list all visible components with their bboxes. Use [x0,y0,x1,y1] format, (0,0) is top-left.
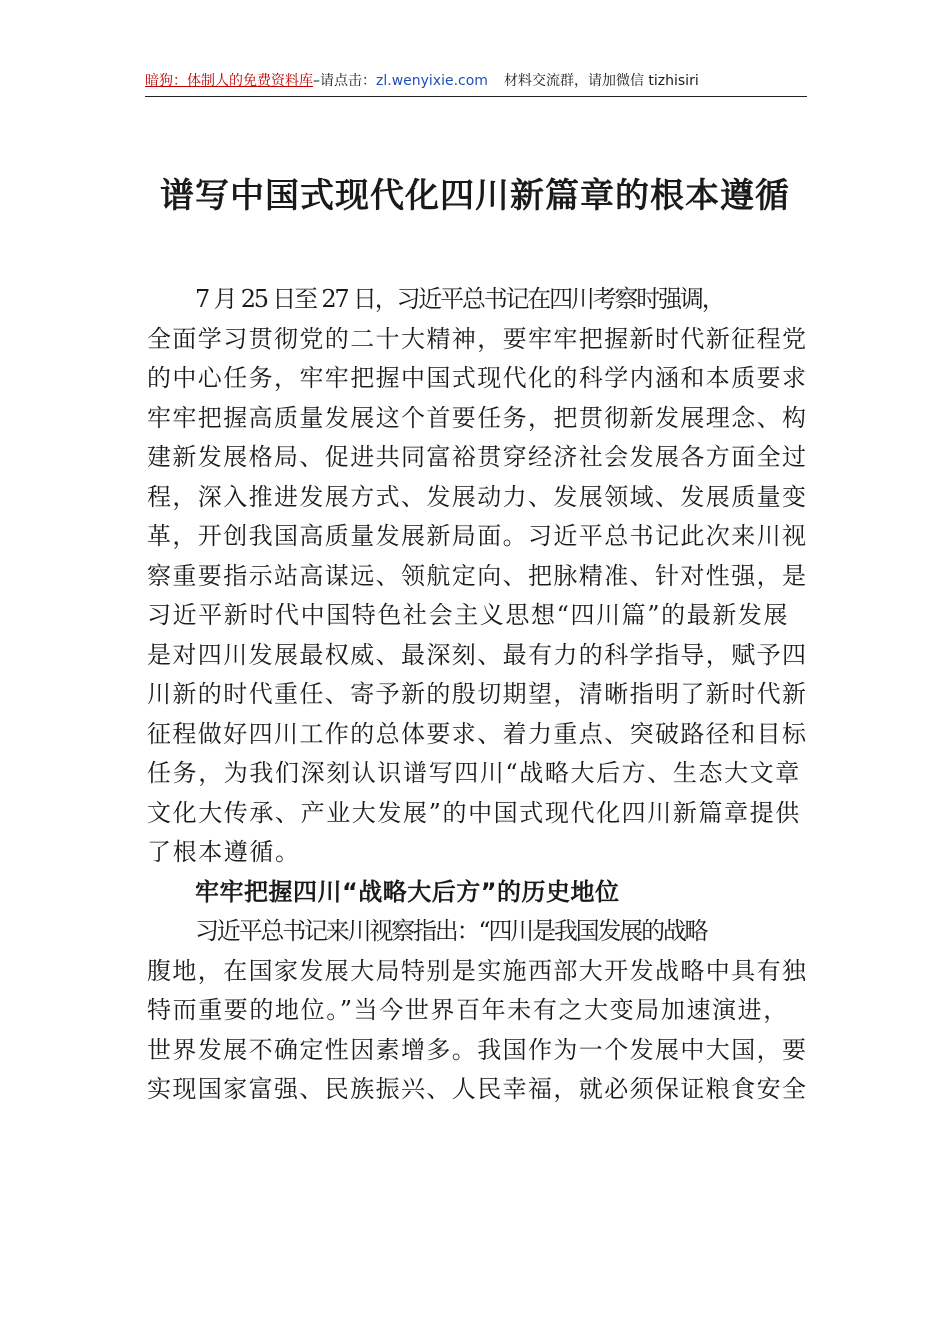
paragraph-line: 了根本遵循。 [147,838,301,866]
paragraph-line: 察重要指示站高谋远、领航定向、把脉精准、针对性强，是 [147,561,808,590]
paragraph-line: 文化大传承、产业大发展”的中国式现代化四川新篇章提供 [147,798,801,827]
website-link[interactable]: zl.wenyixie.com [376,73,488,89]
header-contact: 材料交流群，请加微信 tizhisiri [503,73,699,89]
paragraph-line: 牢牢把握高质量发展这个首要任务，把贯彻新发展理念、构 [147,403,808,432]
paragraph-line: 川新的时代重任、寄予新的殷切期望，清晰指明了新时代新 [147,680,808,708]
paragraph-line: 习近平总书记来川视察指出：“四川是我国发展的战略 [195,917,707,945]
paragraph-1 [147,280,809,873]
paragraph-line: 任务，为我们深刻认识谱写四川“战略大后方、生态大文章 [147,759,801,787]
paragraph-line: 7 月 25 日至 27 日，习近平总书记在四川考察时强调， [195,285,724,313]
paragraph-line: 全面学习贯彻党的二十大精神，要牢牢把握新时代新征程党 [147,324,808,353]
section-heading: 牢牢把握四川“战略大后方”的历史地位 [195,877,620,906]
paragraph-line: 实现国家富强、民族振兴、人民幸福，就必须保证粮食安全 [147,1075,808,1103]
header-separator: –请点击： [313,73,376,89]
paragraph-line: 特而重要的地位。”当今世界百年未有之大变局加速演进， [147,996,789,1024]
paragraph-line: 是对四川发展最权威、最深刻、最有力的科学指导，赋予四 [147,640,808,669]
paragraph-line: 腹地，在国家发展大局特别是实施西部大开发战略中具有独 [147,956,808,985]
page-header [145,70,807,97]
document-title: 谱写中国式现代化四川新篇章的根本遵循 [160,176,790,216]
paragraph-line: 习近平新时代中国特色社会主义思想“四川篇”的最新发展 [147,601,790,629]
paragraph-line: 建新发展格局、促进共同富裕贯穿经济社会发展各方面全过 [147,443,808,471]
paragraph-line: 世界发展不确定性因素增多。我国作为一个发展中大国，要 [147,1035,808,1064]
paragraph-line: 程，深入推进发展方式、发展动力、发展领域、发展质量变 [147,482,808,511]
paragraph-line: 的中心任务，牢牢把握中国式现代化的科学内涵和本质要求 [147,364,808,392]
paragraph-line: 革，开创我国高质量发展新局面。习近平总书记此次来川视 [147,522,808,550]
document-body [147,280,809,1110]
brand-link[interactable]: 暗狗：体制人的免费资料库 [145,73,313,89]
paragraph-line: 征程做好四川工作的总体要求、着力重点、突破路径和目标 [147,719,808,748]
paragraph-2 [147,912,809,1110]
